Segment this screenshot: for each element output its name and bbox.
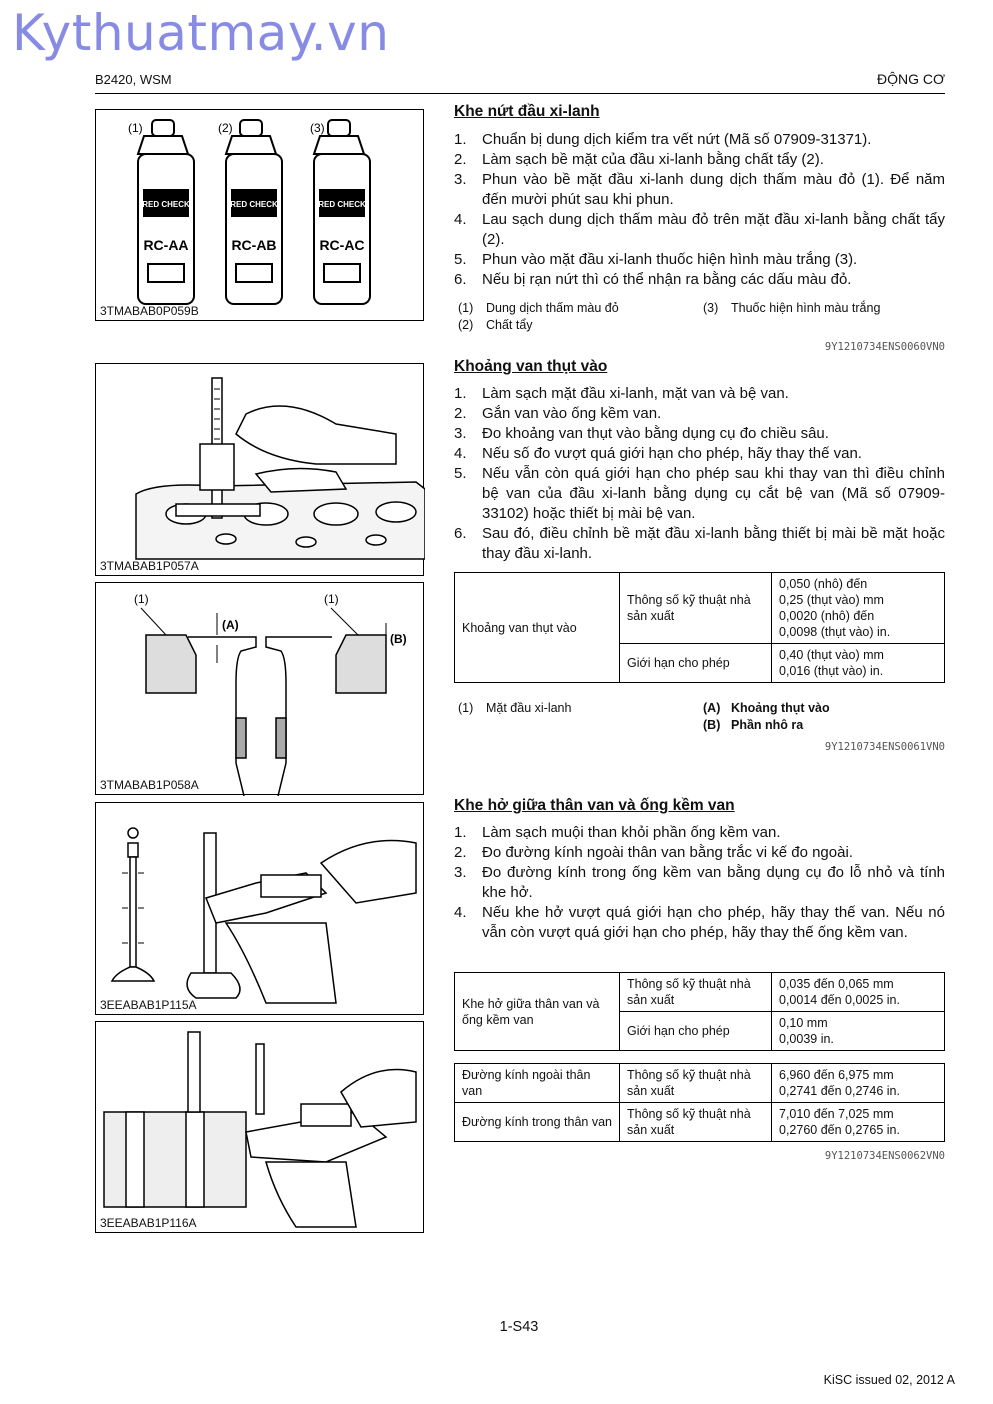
valve-stem-micrometer-illustration [96, 803, 425, 1016]
steps-crack [454, 130, 945, 290]
legend-item: (1) Dung dịch thấm màu đỏ [458, 301, 619, 315]
figure-caption: 3TMABAB1P057A [100, 559, 199, 573]
table-cell: Khoảng van thụt vào [455, 573, 620, 683]
valve-guide-bore-gauge-illustration [96, 1022, 425, 1234]
can-text-3: RC-AC [319, 237, 365, 253]
list-item: 4. Nếu khe hở vượt quá giới hạn cho phép, hãy thay thế van. Nếu nó vẫn còn vượt quá giới hạn cho phép, hãy thay thế ống kềm van. [454, 904, 945, 941]
reference-code: 9Y1210734ENS0060VN0 [824, 341, 945, 353]
list-item: 2. Gắn van vào ống kềm van. [454, 405, 662, 422]
list-item: 4. Nếu số đo vượt quá giới hạn cho phép, hãy thay thế van. [454, 445, 862, 462]
figure-caption: 3TMABAB0P059B [100, 304, 199, 318]
label-B: (B) [390, 632, 407, 646]
table-row [455, 973, 945, 1012]
can-label-2: (2) [218, 121, 233, 135]
list-item: 5. Phun vào mặt đầu xi-lanh thuốc hiện hình màu trắng (3). [454, 251, 858, 268]
list-item: 6. Sau đó, điều chỉnh bề mặt đầu xi-lanh bằng thiết bị mài bề mặt hoặc thay đầu xi-lanh. [454, 525, 945, 562]
table-row [455, 1103, 945, 1142]
figure-valve-recess [95, 582, 424, 795]
label-1-left: (1) [134, 592, 149, 606]
figure-caption: 3EEABAB1P115A [100, 998, 197, 1012]
figure-valve-guide-measure [95, 1021, 424, 1233]
table-cell: 0,10 mm 0,0039 in. [772, 1012, 945, 1051]
spec-table-diameters [454, 1063, 945, 1142]
table-cell: Thông số kỹ thuật nhà sản xuất [620, 973, 772, 1012]
can-text-2: RC-AB [231, 237, 277, 253]
list-item: 3. Đo khoảng van thụt vào bằng dụng cụ đo chiều sâu. [454, 425, 829, 442]
table-cell: Giới hạn cho phép [620, 644, 772, 683]
table-cell: Thông số kỹ thuật nhà sản xuất [620, 1064, 772, 1103]
table-cell: 7,010 đến 7,025 mm 0,2760 đến 0,2765 in. [772, 1103, 945, 1142]
figure-valve-stem-measure [95, 802, 424, 1015]
list-item: 2. Làm sạch bề mặt của đầu xi-lanh bằng chất tẩy (2). [454, 151, 824, 168]
valve-recess-diagram [96, 583, 425, 796]
list-item: 1. Chuẩn bị dung dịch kiểm tra vết nứt (Mã số 07909-31371). [454, 131, 872, 148]
header-model: B2420, WSM [95, 72, 172, 87]
table-row [455, 1064, 945, 1103]
list-item: 1. Làm sạch mặt đầu xi-lanh, mặt van và bệ van. [454, 385, 789, 402]
can-brand-3: RED CHECK [318, 200, 366, 209]
header-rule [95, 93, 945, 94]
list-item: 6. Nếu bị rạn nứt thì có thể nhận ra bằng các dấu màu đỏ. [454, 271, 852, 288]
list-item: 5. Nếu vẫn còn quá giới hạn cho phép sau khi thay van thì điều chỉnh bệ van của đầu xi-lanh bằng dụng cụ cắt bệ van (Mã số 07909-33102) hoặc thiết bị mài bệ van. [454, 465, 945, 522]
list-item: 3. Đo đường kính trong ống kềm van bằng dụng cụ đo lỗ nhỏ và tính khe hở. [454, 864, 945, 901]
table-cell: 0,035 đến 0,065 mm 0,0014 đến 0,0025 in. [772, 973, 945, 1012]
label-A: (A) [222, 618, 239, 632]
can-label-1: (1) [128, 121, 143, 135]
list-item: 1. Làm sạch muội than khỏi phần ống kềm van. [454, 824, 781, 841]
page-number: 1-S43 [499, 1319, 539, 1335]
legend-item: (1) Mặt đầu xi-lanh [458, 701, 572, 715]
reference-code: 9Y1210734ENS0062VN0 [824, 1150, 945, 1162]
table-cell: Thông số kỹ thuật nhà sản xuất [620, 1103, 772, 1142]
table-cell: 6,960 đến 6,975 mm 0,2741 đến 0,2746 in. [772, 1064, 945, 1103]
legend-item: (2) Chất tẩy [458, 318, 533, 332]
table-cell: Đường kính ngoài thân van [455, 1064, 620, 1103]
steps-clearance [454, 823, 945, 943]
depth-gauge-illustration [96, 364, 425, 577]
steps-recess [454, 384, 945, 564]
table-cell: Khe hở giữa thân van và ống kềm van [455, 973, 620, 1051]
legend-item: (3) Thuốc hiện hình màu trắng [703, 301, 881, 315]
spec-table-clearance [454, 972, 945, 1051]
list-item: 3. Phun vào bề mặt đầu xi-lanh dung dịch thấm màu đỏ (1). Để năm đến mười phút sau khi phun. [454, 171, 945, 208]
table-row [455, 573, 945, 644]
table-cell: 0,40 (thụt vào) mm 0,016 (thụt vào) in. [772, 644, 945, 683]
list-item: 4. Lau sạch dung dịch thấm màu đỏ trên mặt đầu xi-lanh bằng chất tẩy (2). [454, 211, 945, 248]
section-title-clearance: Khe hở giữa thân van và ống kềm van [454, 797, 735, 814]
issued-note: KiSC issued 02, 2012 A [823, 1373, 955, 1387]
figure-depth-gauge [95, 363, 424, 576]
label-1-right: (1) [324, 592, 339, 606]
figure-crack-check-cans [95, 109, 424, 321]
figure-caption: 3EEABAB1P116A [100, 1216, 197, 1230]
section-title-recess: Khoảng van thụt vào [454, 358, 608, 375]
spec-table-recess [454, 572, 945, 683]
spray-cans-illustration [96, 110, 425, 322]
legend-item: (A) Khoảng thụt vào [703, 701, 830, 715]
table-cell: Thông số kỹ thuật nhà sản xuất [620, 573, 772, 644]
header-section: ĐỘNG CƠ [876, 71, 945, 87]
table-cell: Giới hạn cho phép [620, 1012, 772, 1051]
legend-item: (B) Phần nhô ra [703, 718, 804, 732]
table-cell: Đường kính trong thân van [455, 1103, 620, 1142]
reference-code: 9Y1210734ENS0061VN0 [824, 741, 945, 753]
can-label-3: (3) [310, 121, 325, 135]
can-brand-2: RED CHECK [230, 200, 278, 209]
can-text-1: RC-AA [143, 237, 189, 253]
watermark-logo: Kythuatmay.vn [12, 4, 390, 62]
table-cell: 0,050 (nhô) đến 0,25 (thụt vào) mm 0,0020 (nhô) đến 0,0098 (thụt vào) in. [772, 573, 945, 644]
section-title-crack: Khe nứt đầu xi-lanh [454, 103, 600, 120]
figure-caption: 3TMABAB1P058A [100, 778, 199, 792]
can-brand-1: RED CHECK [142, 200, 190, 209]
list-item: 2. Đo đường kính ngoài thân van bằng trắc vi kế đo ngoài. [454, 844, 853, 861]
